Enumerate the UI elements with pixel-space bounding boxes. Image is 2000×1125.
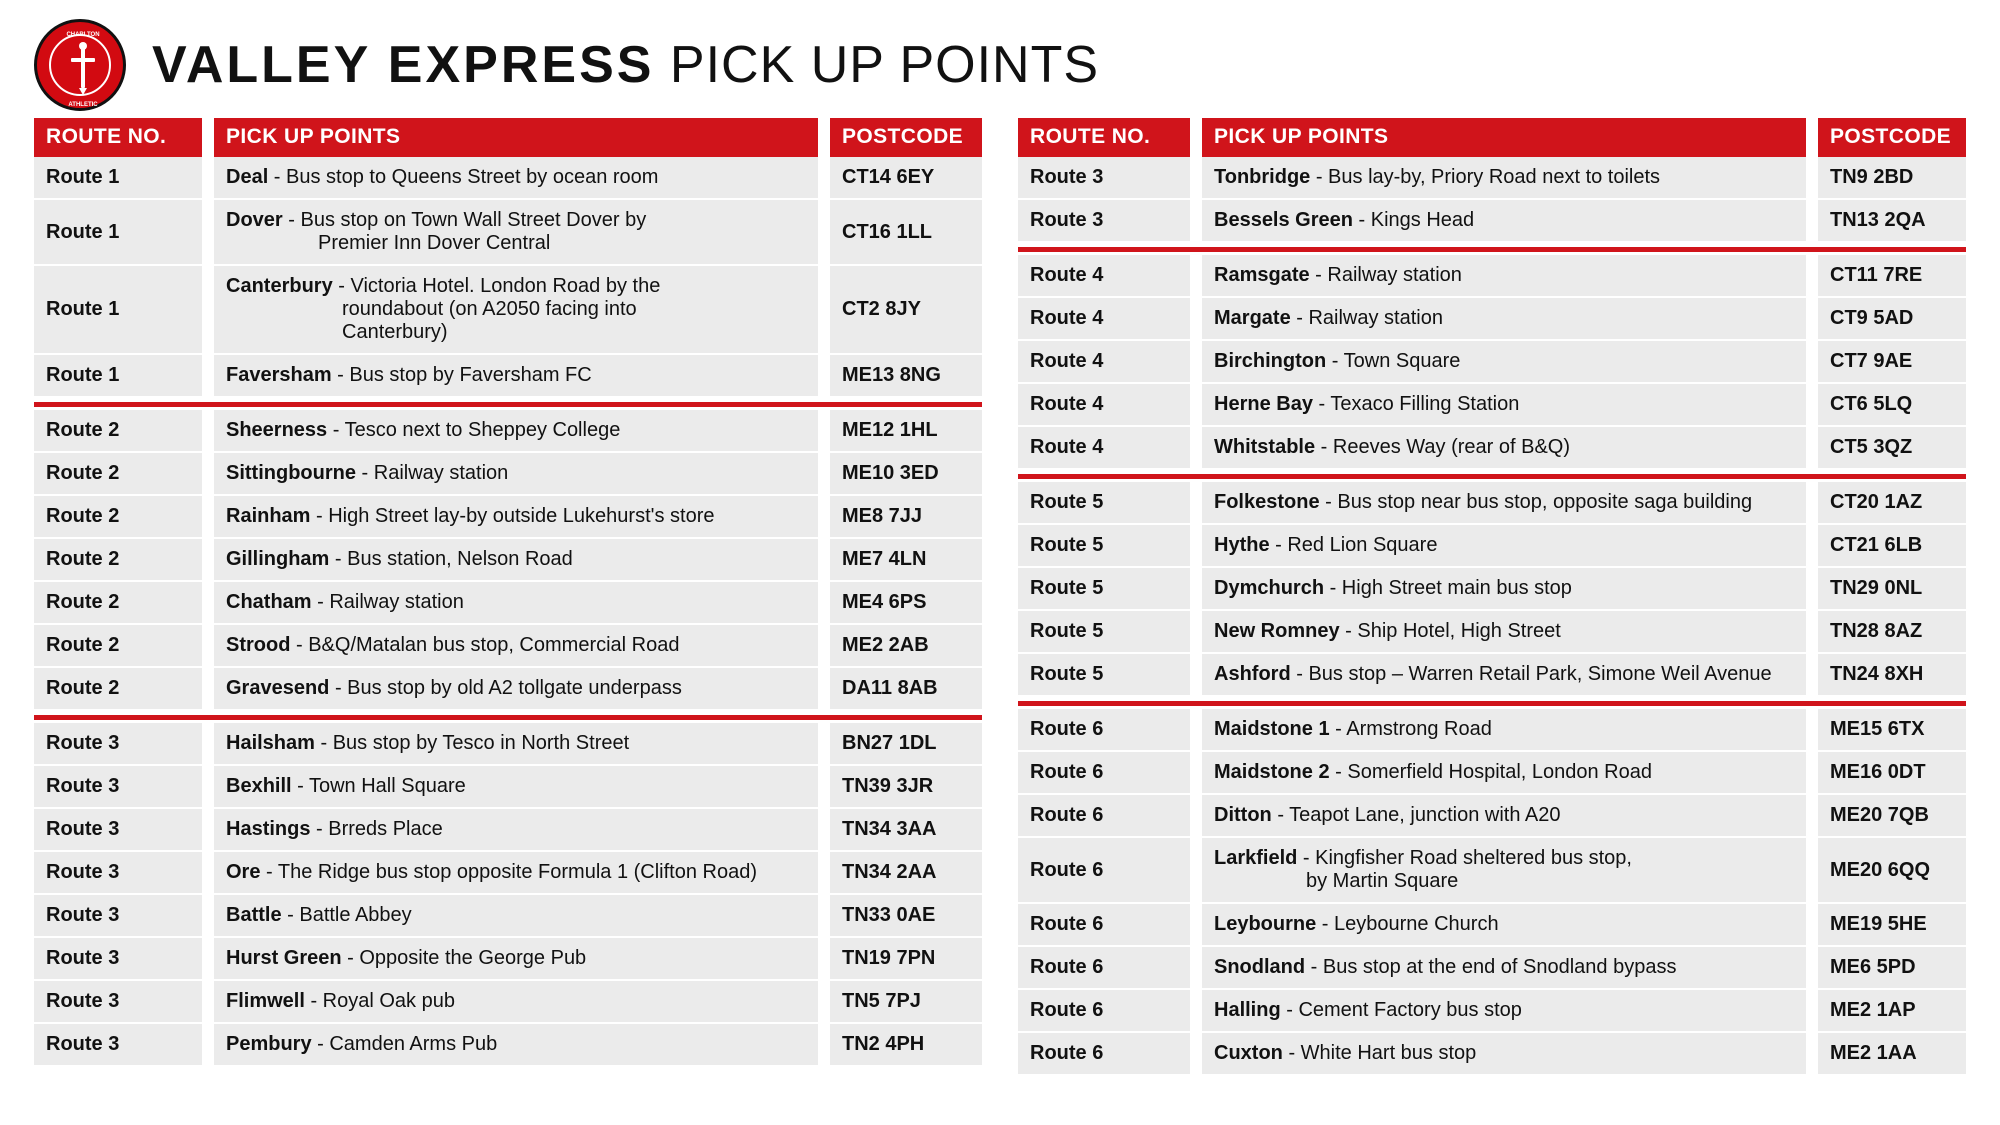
- cell-pickup-point: [214, 539, 818, 582]
- header-pick-up-points: PICK UP POINTS: [1202, 118, 1806, 157]
- cell-pickup-point: [214, 453, 818, 496]
- place-name: Herne Bay: [1214, 393, 1313, 415]
- cell-route: Route 5: [1018, 525, 1190, 568]
- cell-route: Route 3: [34, 852, 202, 895]
- table-row: [34, 625, 982, 668]
- place-name: Sittingbourne: [226, 462, 356, 484]
- table-row: [34, 809, 982, 852]
- place-name: Bexhill: [226, 775, 292, 797]
- place-name: Ditton: [1214, 804, 1272, 826]
- cell-postcode: ME12 1HL: [830, 410, 982, 453]
- table-row: [1018, 752, 1966, 795]
- place-name: Sheerness: [226, 419, 328, 441]
- cell-route: Route 3: [34, 981, 202, 1024]
- cell-route: Route 6: [1018, 795, 1190, 838]
- table-row: [1018, 1033, 1966, 1076]
- table-row: [34, 453, 982, 496]
- table-row: [34, 723, 982, 766]
- page-title-light: PICK UP POINTS: [654, 36, 1100, 94]
- cell-route: Route 6: [1018, 709, 1190, 752]
- cell-postcode: TN39 3JR: [830, 766, 982, 809]
- table-row: [34, 355, 982, 398]
- cell-postcode: TN33 0AE: [830, 895, 982, 938]
- cell-pickup-point: [1202, 568, 1806, 611]
- cell-route: Route 3: [34, 938, 202, 981]
- place-name: Battle: [226, 904, 282, 926]
- place-name: Canterbury: [226, 275, 333, 297]
- place-desc: - Camden Arms Pub: [311, 1033, 498, 1055]
- cell-postcode: CT20 1AZ: [1818, 482, 1966, 525]
- table-row: [1018, 568, 1966, 611]
- cell-pickup-point: [1202, 990, 1806, 1033]
- table-row: [34, 981, 982, 1024]
- place-desc: - Cement Factory bus stop: [1280, 999, 1522, 1021]
- table-row: [1018, 947, 1966, 990]
- place-desc: - Bus stop at the end of Snodland bypass: [1305, 956, 1677, 978]
- cell-postcode: ME2 2AB: [830, 625, 982, 668]
- table-row: [34, 157, 982, 200]
- cell-route: Route 3: [34, 895, 202, 938]
- place-desc: - Railway station: [311, 591, 464, 613]
- place-name: Margate: [1214, 307, 1291, 329]
- tables-container: [0, 118, 2000, 1076]
- table-row: [1018, 611, 1966, 654]
- place-desc: - Bus stop by Faversham FC: [331, 364, 592, 386]
- table-row: [1018, 795, 1966, 838]
- place-desc: - Kingfisher Road sheltered bus stop,: [1297, 847, 1632, 869]
- cell-route: Route 6: [1018, 752, 1190, 795]
- group-separator: [34, 398, 982, 410]
- table-row: [1018, 654, 1966, 697]
- place-name: Snodland: [1214, 956, 1306, 978]
- page-header: [0, 0, 2000, 118]
- place-name: Maidstone 1: [1214, 718, 1330, 740]
- cell-route: Route 2: [34, 625, 202, 668]
- cell-pickup-point: [1202, 482, 1806, 525]
- header-route-no: ROUTE NO.: [34, 118, 202, 157]
- place-desc: - B&Q/Matalan bus stop, Commercial Road: [290, 634, 680, 656]
- cell-postcode: BN27 1DL: [830, 723, 982, 766]
- cell-postcode: TN2 4PH: [830, 1024, 982, 1067]
- group-separator: [1018, 243, 1966, 255]
- header-postcode: POSTCODE: [830, 118, 982, 157]
- place-desc: - Bus stop by Tesco in North Street: [314, 732, 630, 754]
- cell-pickup-point: [214, 266, 818, 355]
- place-desc: - Town Square: [1326, 350, 1461, 372]
- place-desc: - Town Hall Square: [291, 775, 466, 797]
- place-name: Dover: [226, 209, 283, 231]
- place-name: Dymchurch: [1214, 577, 1325, 599]
- place-name: Hurst Green: [226, 947, 342, 969]
- place-desc: - Railway station: [1309, 264, 1462, 286]
- cell-postcode: ME20 6QQ: [1818, 838, 1966, 904]
- cell-route: Route 1: [34, 157, 202, 200]
- crest-text-bottom: ATHLETIC: [68, 102, 98, 108]
- place-desc: - Leybourne Church: [1316, 913, 1499, 935]
- place-desc-cont: Premier Inn Dover Central: [318, 232, 551, 254]
- place-desc: - Kings Head: [1352, 209, 1475, 231]
- cell-postcode: TN9 2BD: [1818, 157, 1966, 200]
- cell-postcode: DA11 8AB: [830, 668, 982, 711]
- place-desc: - Bus stop near bus stop, opposite saga building: [1319, 491, 1753, 513]
- place-desc: - Bus stop by old A2 tollgate underpass: [329, 677, 682, 699]
- header-spacer-2: [818, 118, 830, 157]
- cell-postcode: ME2 1AA: [1818, 1033, 1966, 1076]
- place-desc: - Red Lion Square: [1269, 534, 1438, 556]
- cell-postcode: TN29 0NL: [1818, 568, 1966, 611]
- cell-pickup-point: [214, 723, 818, 766]
- place-name: Cuxton: [1214, 1042, 1283, 1064]
- charlton-athletic-crest-icon: [34, 19, 126, 111]
- place-desc: - High Street main bus stop: [1324, 577, 1572, 599]
- cell-pickup-point: [214, 157, 818, 200]
- table-row: [1018, 200, 1966, 243]
- place-name: Ore: [226, 861, 261, 883]
- cell-route: Route 3: [34, 809, 202, 852]
- cell-pickup-point: [214, 625, 818, 668]
- group-separator: [34, 711, 982, 723]
- cell-route: Route 2: [34, 668, 202, 711]
- cell-pickup-point: [214, 1024, 818, 1067]
- place-name: Hythe: [1214, 534, 1270, 556]
- place-desc: - Bus stop on Town Wall Street Dover by: [282, 209, 647, 231]
- cell-route: Route 5: [1018, 611, 1190, 654]
- cell-pickup-point: [214, 355, 818, 398]
- header-spacer: [202, 118, 214, 157]
- cell-route: Route 6: [1018, 838, 1190, 904]
- place-desc: - Ship Hotel, High Street: [1339, 620, 1561, 642]
- cell-postcode: CT16 1LL: [830, 200, 982, 266]
- table-row: [34, 496, 982, 539]
- cell-pickup-point: [1202, 654, 1806, 697]
- cell-route: Route 5: [1018, 482, 1190, 525]
- cell-route: Route 4: [1018, 298, 1190, 341]
- group-separator: [1018, 470, 1966, 482]
- place-desc: - High Street lay-by outside Lukehurst's store: [310, 505, 715, 527]
- cell-route: Route 6: [1018, 904, 1190, 947]
- cell-postcode: TN24 8XH: [1818, 654, 1966, 697]
- place-desc: - Somerfield Hospital, London Road: [1329, 761, 1652, 783]
- place-name: Hastings: [226, 818, 311, 840]
- place-desc: - Opposite the George Pub: [341, 947, 587, 969]
- cell-route: Route 2: [34, 410, 202, 453]
- right-column: [1018, 118, 1966, 1076]
- cell-postcode: CT7 9AE: [1818, 341, 1966, 384]
- cell-pickup-point: [214, 496, 818, 539]
- place-desc: - Battle Abbey: [281, 904, 412, 926]
- place-name: Deal: [226, 166, 269, 188]
- cell-route: Route 6: [1018, 990, 1190, 1033]
- place-name: Ashford: [1214, 663, 1291, 685]
- place-name: Larkfield: [1214, 847, 1298, 869]
- place-desc: - The Ridge bus stop opposite Formula 1 (Clifton Road): [260, 861, 758, 883]
- place-desc: - Bus stop to Queens Street by ocean room: [268, 166, 659, 188]
- table-row: [1018, 482, 1966, 525]
- cell-postcode: TN13 2QA: [1818, 200, 1966, 243]
- cell-postcode: TN28 8AZ: [1818, 611, 1966, 654]
- place-name: Chatham: [226, 591, 312, 613]
- table-row: [34, 895, 982, 938]
- table-row: [34, 668, 982, 711]
- cell-pickup-point: [1202, 1033, 1806, 1076]
- cell-postcode: ME20 7QB: [1818, 795, 1966, 838]
- cell-postcode: ME19 5HE: [1818, 904, 1966, 947]
- table-row: [34, 1024, 982, 1067]
- place-name: Tonbridge: [1214, 166, 1311, 188]
- table-header-row: [1018, 118, 1966, 157]
- cell-pickup-point: [1202, 157, 1806, 200]
- cell-postcode: CT21 6LB: [1818, 525, 1966, 568]
- cell-pickup-point: [214, 582, 818, 625]
- place-name: Birchington: [1214, 350, 1327, 372]
- cell-route: Route 2: [34, 539, 202, 582]
- table-row: [1018, 255, 1966, 298]
- cell-postcode: TN5 7PJ: [830, 981, 982, 1024]
- cell-postcode: ME8 7JJ: [830, 496, 982, 539]
- table-row: [1018, 990, 1966, 1033]
- place-desc: - Brreds Place: [310, 818, 443, 840]
- cell-pickup-point: [1202, 795, 1806, 838]
- cell-route: Route 4: [1018, 427, 1190, 470]
- cell-pickup-point: [1202, 947, 1806, 990]
- cell-route: Route 3: [1018, 157, 1190, 200]
- table-row: [34, 582, 982, 625]
- table-row: [34, 200, 982, 266]
- cell-postcode: TN34 2AA: [830, 852, 982, 895]
- cell-pickup-point: [214, 410, 818, 453]
- cell-pickup-point: [1202, 525, 1806, 568]
- cell-pickup-point: [214, 766, 818, 809]
- place-name: Maidstone 2: [1214, 761, 1330, 783]
- place-name: Gillingham: [226, 548, 330, 570]
- cell-pickup-point: [1202, 298, 1806, 341]
- place-desc: - Bus stop – Warren Retail Park, Simone Weil Avenue: [1290, 663, 1772, 685]
- cell-postcode: CT14 6EY: [830, 157, 982, 200]
- cell-pickup-point: [214, 938, 818, 981]
- cell-pickup-point: [214, 200, 818, 266]
- cell-route: Route 1: [34, 200, 202, 266]
- place-name: Strood: [226, 634, 291, 656]
- cell-postcode: ME15 6TX: [1818, 709, 1966, 752]
- cell-route: Route 2: [34, 582, 202, 625]
- table-header-row: [34, 118, 982, 157]
- cell-pickup-point: [214, 852, 818, 895]
- place-desc-cont: roundabout (on A2050 facing into: [342, 298, 637, 320]
- crest-sword-icon: [37, 22, 129, 114]
- place-name: Whitstable: [1214, 436, 1316, 458]
- place-desc: - White Hart bus stop: [1282, 1042, 1477, 1064]
- cell-postcode: TN19 7PN: [830, 938, 982, 981]
- cell-route: Route 4: [1018, 341, 1190, 384]
- cell-postcode: ME2 1AP: [1818, 990, 1966, 1033]
- cell-pickup-point: [1202, 904, 1806, 947]
- cell-route: Route 4: [1018, 255, 1190, 298]
- table-row: [1018, 298, 1966, 341]
- header-spacer-2: [1806, 118, 1818, 157]
- crest-text-top: CHARLTON: [66, 32, 100, 38]
- cell-postcode: CT5 3QZ: [1818, 427, 1966, 470]
- place-desc: - Railway station: [355, 462, 509, 484]
- cell-route: Route 5: [1018, 568, 1190, 611]
- cell-route: Route 2: [34, 496, 202, 539]
- cell-pickup-point: [1202, 255, 1806, 298]
- left-column: [34, 118, 982, 1067]
- page-title-bold: VALLEY EXPRESS: [152, 36, 655, 94]
- place-name: Ramsgate: [1214, 264, 1310, 286]
- table-row: [1018, 427, 1966, 470]
- table-row: [34, 410, 982, 453]
- cell-postcode: ME10 3ED: [830, 453, 982, 496]
- place-name: Halling: [1214, 999, 1281, 1021]
- cell-route: Route 1: [34, 266, 202, 355]
- header-spacer: [1190, 118, 1202, 157]
- place-name: Rainham: [226, 505, 311, 527]
- place-desc: - Armstrong Road: [1329, 718, 1492, 740]
- place-desc: - Victoria Hotel. London Road by the: [332, 275, 661, 297]
- cell-pickup-point: [214, 981, 818, 1024]
- table-row: [1018, 709, 1966, 752]
- cell-postcode: CT9 5AD: [1818, 298, 1966, 341]
- table-row: [1018, 525, 1966, 568]
- place-name: Pembury: [226, 1033, 312, 1055]
- page-title: [152, 35, 1099, 95]
- cell-route: Route 3: [34, 766, 202, 809]
- cell-route: Route 6: [1018, 1033, 1190, 1076]
- cell-route: Route 4: [1018, 384, 1190, 427]
- place-desc: - Teapot Lane, junction with A20: [1271, 804, 1561, 826]
- table-row: [1018, 341, 1966, 384]
- cell-postcode: CT6 5LQ: [1818, 384, 1966, 427]
- place-name: Flimwell: [226, 990, 305, 1012]
- table-row: [34, 539, 982, 582]
- table-row: [1018, 384, 1966, 427]
- cell-postcode: ME4 6PS: [830, 582, 982, 625]
- cell-pickup-point: [1202, 611, 1806, 654]
- cell-postcode: ME16 0DT: [1818, 752, 1966, 795]
- place-name: Leybourne: [1214, 913, 1317, 935]
- cell-route: Route 5: [1018, 654, 1190, 697]
- place-desc: - Texaco Filling Station: [1312, 393, 1520, 415]
- place-desc: - Royal Oak pub: [304, 990, 455, 1012]
- place-name: Hailsham: [226, 732, 315, 754]
- pickup-table-right: [1018, 118, 1966, 1076]
- place-desc-cont: by Martin Square: [1306, 870, 1459, 892]
- cell-pickup-point: [1202, 838, 1806, 904]
- cell-pickup-point: [1202, 709, 1806, 752]
- place-desc: - Bus lay-by, Priory Road next to toilets: [1310, 166, 1661, 188]
- cell-route: Route 1: [34, 355, 202, 398]
- cell-route: Route 3: [34, 1024, 202, 1067]
- place-name: Gravesend: [226, 677, 330, 699]
- header-route-no: ROUTE NO.: [1018, 118, 1190, 157]
- place-name: New Romney: [1214, 620, 1340, 642]
- table-row: [34, 766, 982, 809]
- cell-postcode: ME6 5PD: [1818, 947, 1966, 990]
- cell-route: Route 3: [1018, 200, 1190, 243]
- cell-postcode: ME13 8NG: [830, 355, 982, 398]
- place-desc-cont-2: Canterbury): [342, 321, 448, 343]
- table-row: [34, 852, 982, 895]
- cell-pickup-point: [214, 668, 818, 711]
- header-pick-up-points: PICK UP POINTS: [214, 118, 818, 157]
- header-postcode: POSTCODE: [1818, 118, 1966, 157]
- cell-postcode: TN34 3AA: [830, 809, 982, 852]
- pickup-table-left: [34, 118, 982, 1067]
- table-row: [1018, 157, 1966, 200]
- cell-route: Route 3: [34, 723, 202, 766]
- cell-pickup-point: [1202, 427, 1806, 470]
- place-name: Faversham: [226, 364, 332, 386]
- table-row: [34, 938, 982, 981]
- cell-postcode: CT2 8JY: [830, 266, 982, 355]
- cell-pickup-point: [1202, 384, 1806, 427]
- table-row: [34, 266, 982, 355]
- place-name: Bessels Green: [1214, 209, 1353, 231]
- cell-pickup-point: [1202, 341, 1806, 384]
- cell-pickup-point: [1202, 752, 1806, 795]
- cell-pickup-point: [1202, 200, 1806, 243]
- place-desc: - Tesco next to Sheppey College: [327, 419, 621, 441]
- cell-postcode: CT11 7RE: [1818, 255, 1966, 298]
- place-desc: - Railway station: [1290, 307, 1443, 329]
- table-row: [1018, 904, 1966, 947]
- group-separator: [1018, 697, 1966, 709]
- cell-pickup-point: [214, 809, 818, 852]
- place-desc: - Bus station, Nelson Road: [329, 548, 573, 570]
- cell-route: Route 6: [1018, 947, 1190, 990]
- place-desc: - Reeves Way (rear of B&Q): [1315, 436, 1570, 458]
- cell-postcode: ME7 4LN: [830, 539, 982, 582]
- cell-pickup-point: [214, 895, 818, 938]
- place-name: Folkestone: [1214, 491, 1320, 513]
- cell-route: Route 2: [34, 453, 202, 496]
- table-row: [1018, 838, 1966, 904]
